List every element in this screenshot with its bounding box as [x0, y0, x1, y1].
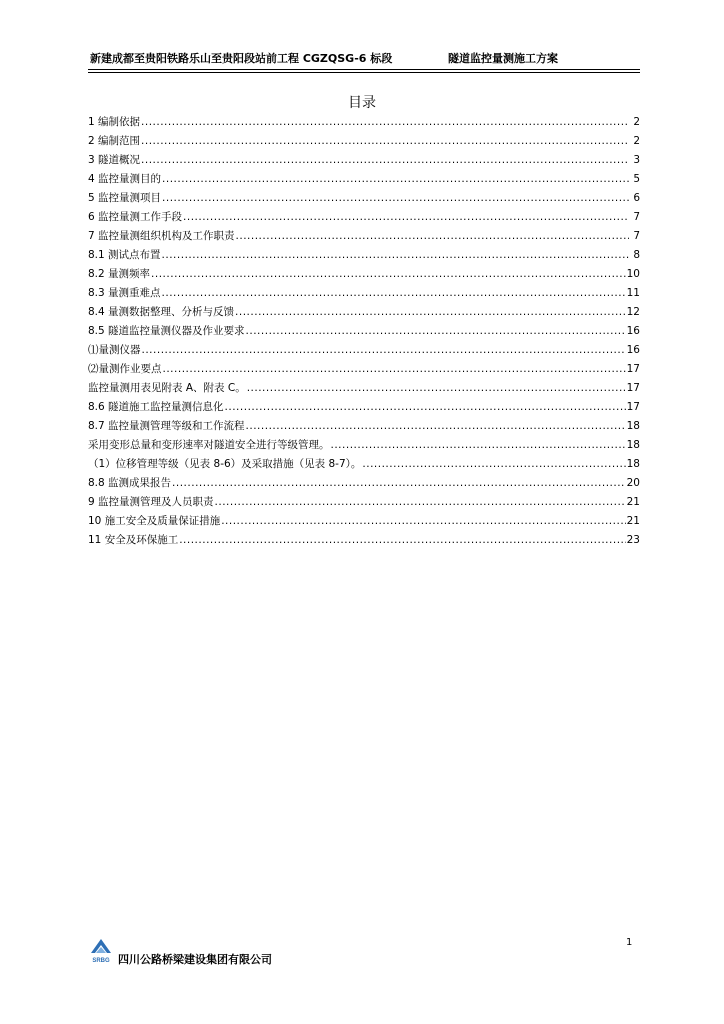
toc-leader-dots: [163, 360, 626, 379]
toc-entry[interactable]: [88, 151, 640, 170]
toc-entry[interactable]: [88, 398, 640, 417]
toc-entry-page: 8: [633, 249, 640, 261]
toc-entry-page: 17: [626, 363, 640, 375]
toc-leader-dots: [162, 246, 629, 265]
toc-entry[interactable]: [88, 417, 640, 436]
toc-entry-text: （1）位移管理等级（见表 8-6）及采取措施（见表 8-7）。: [88, 458, 362, 470]
toc-entry-text: 8.8 监测成果报告: [88, 477, 172, 489]
toc-entry-text: 11 安全及环保施工: [88, 534, 179, 546]
toc-entry[interactable]: [88, 284, 640, 303]
toc-entry-text: 8.1 测试点布置: [88, 249, 161, 261]
toc-entry-page: 17: [626, 401, 640, 413]
toc-entry-page: 16: [626, 344, 640, 356]
toc-entry-text: 1 编制依据: [88, 116, 141, 128]
toc-entry-text: 4 监控量测目的: [88, 173, 162, 185]
toc-leader-dots: [215, 493, 626, 512]
toc-entry-text: 2 编制范围: [88, 135, 141, 147]
toc-entry[interactable]: [88, 531, 640, 550]
toc-entry[interactable]: [88, 493, 640, 512]
toc-entry-text: 8.3 量测重难点: [88, 287, 161, 299]
toc-leader-dots: [246, 322, 626, 341]
toc-entry-text: 8.5 隧道监控量测仪器及作业要求: [88, 325, 245, 337]
toc-entry[interactable]: [88, 341, 640, 360]
toc-entry-page: 11: [626, 287, 640, 299]
toc-entry-page: 18: [626, 439, 640, 451]
toc-entry[interactable]: [88, 322, 640, 341]
header-project-title: 新建成都至贵阳铁路乐山至贵阳段站前工程 CGZQSG-6 标段: [90, 52, 393, 65]
toc-entry-page: 12: [626, 306, 640, 318]
toc-entry[interactable]: [88, 436, 640, 455]
toc-entry-page: 7: [633, 230, 640, 242]
toc-entry-page: 20: [626, 477, 640, 489]
toc-entry-page: 16: [626, 325, 640, 337]
toc-entry-page: 6: [633, 192, 640, 204]
toc-leader-dots: [331, 436, 626, 455]
page-number: 1: [626, 937, 633, 948]
toc-entry[interactable]: [88, 113, 640, 132]
toc-entry-page: 7: [633, 211, 640, 223]
toc-entry-text: ⑵量测作业要点: [88, 363, 162, 375]
toc-leader-dots: [151, 265, 626, 284]
toc-entry-text: ⑴量测仪器: [88, 344, 141, 356]
toc-entry-page: 18: [626, 420, 640, 432]
toc-leader-dots: [141, 113, 629, 132]
toc-leader-dots: [247, 379, 626, 398]
toc-title: 目录: [348, 95, 376, 111]
toc-leader-dots: [162, 189, 629, 208]
toc-entry-text: 7 监控量测组织机构及工作职责: [88, 230, 235, 242]
toc-entry[interactable]: [88, 170, 640, 189]
toc-entry-text: 8.7 监控量测管理等级和工作流程: [88, 420, 245, 432]
toc-entry[interactable]: [88, 360, 640, 379]
toc-entry-text: 9 监控量测管理及人员职责: [88, 496, 214, 508]
toc-leader-dots: [225, 398, 626, 417]
toc-entry-text: 采用变形总量和变形速率对隧道安全进行等级管理。: [88, 439, 330, 451]
header-rule-thin: [88, 72, 640, 73]
toc-entry-text: 3 隧道概况: [88, 154, 141, 166]
toc-leader-dots: [141, 132, 629, 151]
toc-entry[interactable]: [88, 189, 640, 208]
toc-entry-page: 2: [633, 135, 640, 147]
toc-leader-dots: [362, 455, 625, 474]
toc-entry-text: 8.2 量测频率: [88, 268, 151, 280]
toc-leader-dots: [183, 208, 629, 227]
toc-leader-dots: [246, 417, 626, 436]
toc-entry-page: 5: [633, 173, 640, 185]
header-document-title: 隧道监控量测施工方案: [448, 52, 558, 65]
toc-entry-page: 21: [626, 496, 640, 508]
header-rule-thick: [88, 69, 640, 70]
toc-leader-dots: [235, 303, 626, 322]
toc-entry[interactable]: [88, 246, 640, 265]
toc-entry[interactable]: [88, 474, 640, 493]
toc-entry-page: 23: [626, 534, 640, 546]
toc-entry-text: 8.4 量测数据整理、分析与反馈: [88, 306, 235, 318]
page-header: [90, 50, 638, 68]
toc-entry-text: 8.6 隧道施工监控量测信息化: [88, 401, 224, 413]
table-of-contents: [88, 113, 640, 550]
toc-entry-page: 2: [633, 116, 640, 128]
toc-leader-dots: [141, 151, 629, 170]
toc-leader-dots: [142, 341, 626, 360]
toc-entry[interactable]: [88, 227, 640, 246]
toc-leader-dots: [236, 227, 629, 246]
company-name: 四川公路桥梁建设集团有限公司: [118, 953, 272, 966]
toc-entry[interactable]: [88, 303, 640, 322]
toc-entry-page: 3: [633, 154, 640, 166]
toc-leader-dots: [172, 474, 626, 493]
toc-entry[interactable]: [88, 512, 640, 531]
toc-entry-page: 21: [626, 515, 640, 527]
toc-entry-text: 5 监控量测项目: [88, 192, 162, 204]
logo-text: SRBG: [92, 958, 110, 964]
toc-entry-text: 监控量测用表见附表 A、附表 C。: [88, 382, 246, 394]
toc-leader-dots: [179, 531, 625, 550]
company-logo-icon: [88, 937, 114, 965]
toc-entry-page: 17: [626, 382, 640, 394]
toc-entry[interactable]: [88, 379, 640, 398]
toc-leader-dots: [162, 284, 626, 303]
toc-entry-text: 6 监控量测工作手段: [88, 211, 183, 223]
toc-leader-dots: [162, 170, 629, 189]
page-footer: [88, 937, 348, 967]
toc-entry[interactable]: [88, 208, 640, 227]
toc-entry-page: 10: [626, 268, 640, 280]
toc-leader-dots: [221, 512, 625, 531]
toc-entry[interactable]: [88, 455, 640, 474]
toc-entry[interactable]: [88, 132, 640, 151]
toc-entry[interactable]: [88, 265, 640, 284]
toc-entry-text: 10 施工安全及质量保证措施: [88, 515, 221, 527]
toc-entry-page: 18: [626, 458, 640, 470]
